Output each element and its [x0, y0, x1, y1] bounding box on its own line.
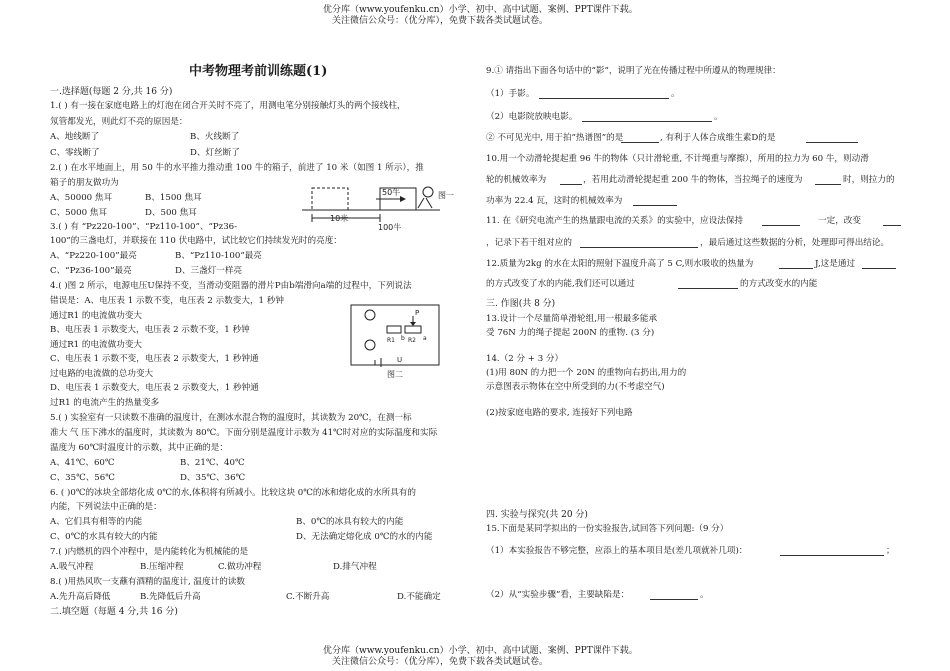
question-12-mid: J,这是通过	[815, 259, 856, 269]
question-10: 10.用一个动滑轮提起重 96 牛的物体（只计滑轮重, 不计绳重与摩擦），所用的拉力为 60 牛，则动滑	[486, 154, 869, 164]
question-8: 8.( )用热风吹一支蘸有酒精的温度计, 温度计的读数	[50, 577, 245, 587]
q9-item-1-blank[interactable]	[539, 98, 669, 99]
q3-option-b: B、“Pz110-100”最亮	[175, 251, 262, 261]
figure-2-u-label: U	[397, 356, 403, 364]
q9-item-2: （2）电影院放映电影。	[486, 112, 578, 122]
question-14-part2: (2)按家庭电路的要求, 连接好下列电路	[486, 408, 633, 418]
question-13-cont: 受 76N 力的绳子提起 200N 的重物. (3 分)	[486, 328, 655, 338]
section-fill-heading: 二.填空题（每题 4 分,共 16 分)	[50, 607, 178, 617]
q2-option-a: A、50000 焦耳	[50, 193, 113, 203]
q11-blank-1[interactable]	[762, 225, 800, 226]
q6-option-a: A、它们具有相等的内能	[50, 517, 143, 527]
q10-blank-2[interactable]	[815, 184, 841, 185]
q4-option-b: B、电压表 1 示数变大，电压表 2 示数不变，1 秒钟	[50, 325, 250, 335]
q2-option-b: B、1500 焦耳	[145, 193, 202, 203]
q4-option-d-cont: 过R1 的电流产生的热量变多	[50, 398, 160, 408]
question-1: 1.( ) 有一接在家庭电路上的灯泡在闭合开关时不亮了，用测电笔分别接触灯头的两个接线柱，	[50, 101, 406, 111]
q6-option-d: D、无法确定熔化成 0℃的水的内能	[296, 532, 433, 542]
q11-blank-2[interactable]	[883, 225, 901, 226]
q7-option-b: B.压缩冲程	[140, 562, 184, 572]
q7-option-c: C.做功冲程	[218, 562, 262, 572]
question-15-part2-end: 。	[700, 590, 709, 600]
question-10-cont1c: 时，则拉力的	[843, 175, 895, 185]
q4-option-c: C、电压表 1 示数不变，电压表 2 示数变大，1 秒钟通	[50, 354, 259, 364]
q1-option-c: C、零线断了	[50, 148, 100, 158]
figure-2-circuit	[345, 300, 445, 380]
question-2: 2.( ) 在水平地面上，用 50 牛的水平推力推动重 100 牛的箱子，前进了 10 米（如图 1 所示），推	[50, 163, 424, 173]
question-12: 12.质量为2kg 的水在太阳的照射下温度升高了 5 C,则水吸收的热量为	[486, 259, 754, 269]
q8-option-a: A.先升高后降低	[50, 592, 111, 602]
section-experiment-heading: 四. 实验与探究(共 20 分)	[486, 510, 588, 520]
question-10-cont1b: ，若用此动滑轮提起重 200 牛的物体，当拉绳子的速度为	[583, 175, 803, 185]
section-choice-heading: 一.选择题(每题 2 分,共 16 分)	[50, 87, 173, 97]
question-11: 11. 在《研究电流产生的热量跟电流的关系》的实验中，应设法保持	[486, 216, 744, 226]
question-5-cont2: 温度为 60℃时温度计的示数，其中正确的是：	[50, 443, 228, 453]
q1-option-a: A、地线断了	[50, 132, 100, 142]
q4-option-a-cont: 通过R1 的电流做功变大	[50, 311, 143, 321]
q10-blank-1[interactable]	[560, 184, 582, 185]
question-11-cont: ，记录下若干组对应的	[486, 238, 572, 248]
q4-option-d: D、电压表 1 示数变大，电压表 2 示数变大，1 秒钟通	[50, 383, 259, 393]
question-14: 14.（2 分 + 3 分）	[486, 354, 564, 364]
q5-option-d: D、35℃、36℃	[180, 473, 246, 483]
q15-part1-blank[interactable]	[780, 555, 884, 556]
q6-option-c: C、0℃的水具有较大的内能	[50, 532, 158, 542]
q9-item-2-end: 。	[714, 112, 723, 122]
q7-option-d: D.排气冲程	[333, 562, 377, 572]
site-header-line1: 优分库（www.youfenku.cn）小学、初中、高中试题、案例、PPT课件下载。	[323, 5, 638, 15]
question-13: 13.设计一个尽量简单滑轮组,用一根最多能承	[486, 314, 658, 324]
figure-1-push-box	[300, 180, 454, 232]
figure-2-r2-label: R2	[408, 337, 416, 344]
question-5: 5.( ) 实验室有一只读数不准确的温度计，在测冰水混合物的温度时，其读数为 20℃，在测一标	[50, 413, 412, 423]
question-14-part1: (1)用 80N 的力把一个 20N 的重物向右扔出,用力的	[486, 368, 687, 378]
question-9: 9.① 请指出下面各句话中的“影”，说明了光在传播过程中所遵从的物理规律：	[486, 66, 781, 76]
q5-option-c: C、35℃、56℃	[50, 473, 115, 483]
question-10-cont1: 轮的机械效率为	[486, 175, 547, 185]
q4-option-a: 错误是：A、电压表 1 示数不变，电压表 2 示数变大，1 秒钟	[50, 296, 284, 306]
figure-2-p-label: P	[415, 309, 420, 317]
q3-option-c: C、“Pz36-100”最亮	[50, 266, 132, 276]
q5-option-b: B、21℃、40℃	[180, 458, 245, 468]
q8-option-d: D.不能确定	[397, 592, 441, 602]
question-15: 15.下面是某同学拟出的一份实验报告,试回答下列问题:（9 分）	[486, 524, 729, 534]
section-drawing-heading: 三. 作图(共 8 分)	[486, 299, 556, 309]
question-4: 4.( )图 2 所示，电源电压U保持不变，当滑动变阻器的滑片P由b端滑向a端的过程中，下列说法	[50, 281, 412, 291]
question-15-part1: （1）本实验报告不够完整，应添上的基本项目是(差几项就补几项)：	[486, 546, 748, 556]
q8-option-c: C.不断升高	[286, 592, 330, 602]
question-15-part1-end: ；	[886, 546, 895, 556]
q12-blank-3[interactable]	[678, 288, 738, 289]
question-10-cont2: 功率为 22.4 瓦，这时的机械效率为	[486, 196, 623, 206]
question-12-cont: 的方式改变了水的内能,我们还可以通过	[486, 279, 635, 289]
figure-2-caption: 图二	[387, 370, 403, 379]
q15-part2-blank[interactable]	[650, 599, 698, 600]
question-6-cont: 内能，下列说法中正确的是：	[50, 502, 162, 512]
q9-part-2: ② 不可见光中, 用于拍”热谱图”的是	[486, 133, 624, 143]
site-footer-line2: 关注微信公众号：（优分库），免费下载各类试题试卷。	[332, 657, 549, 667]
question-15-part2: （2）从“实验步骤”看，主要缺陷是：	[486, 590, 630, 600]
question-7: 7.( )内燃机的四个冲程中，是内能转化为机械能的是	[50, 547, 249, 557]
q5-option-a: A、41℃、60℃	[50, 458, 115, 468]
q7-option-a: A.吸气冲程	[50, 562, 94, 572]
question-6: 6. ( )0℃的冰块全部熔化成 0℃的水,体积将有所减小。比较这块 0℃的冰和熔化成的水所具有的	[50, 488, 416, 498]
q2-option-c: C、5000 焦耳	[50, 208, 107, 218]
q6-option-b: B、0℃的冰具有较大的内能	[296, 517, 404, 527]
q4-option-c-cont: 过电路的电流做的总功变大	[50, 369, 154, 379]
q3-option-d: D、三盏灯一样亮	[175, 266, 243, 276]
question-11-end: ，最后通过这些数据的分析，处理即可得出结论。	[700, 238, 890, 248]
q9-item-1: （1）手影。	[486, 89, 535, 99]
q9-part-2-blank-2[interactable]	[806, 142, 858, 143]
question-3: 3.( ) 有 “Pz220-100”、“Pz110-100”、“Pz36-	[50, 222, 238, 232]
figure-1-distance-label: 10米	[330, 214, 349, 223]
question-12-end: 的方式改变水的内能	[740, 279, 818, 289]
q3-option-a: A、“Pz220-100”最亮	[50, 251, 137, 261]
question-3-cont: 100”的三盏电灯，并联接在 110 伏电路中，试比较它们持续发光时的亮度：	[50, 236, 342, 246]
figure-2-r1-label: R1	[387, 337, 395, 344]
q9-item-1-end: 。	[671, 89, 680, 99]
question-14-part1-cont: 示意图表示物体在空中所受到的力(不考虑空气)	[486, 382, 665, 392]
q12-blank-1[interactable]	[779, 268, 813, 269]
q8-option-b: B.先降低后升高	[140, 592, 201, 602]
question-1-cont: 氖管都发光，则此灯不亮的原因是：	[50, 117, 188, 127]
q1-option-b: B、火线断了	[190, 132, 240, 142]
site-header-line2: 关注微信公众号：（优分库），免费下载各类试题试卷。	[332, 16, 549, 26]
question-2-cont: 箱子的朋友做功为	[50, 178, 119, 188]
question-5-cont1: 准大 气 压下沸水的温度时，其读数为 80℃。下面分别是温度计示数为 41℃时对应的实际温度和实际	[50, 428, 438, 438]
figure-1-caption: 图一	[438, 191, 454, 200]
figure-1-weight-label: 100牛	[378, 223, 402, 232]
figure-2-b-label: b	[401, 335, 405, 342]
q4-option-b-cont: 通过R1 的电流做功变大	[50, 340, 143, 350]
q9-part-2-mid: , 有利于人体合成维生素D的是	[660, 133, 776, 143]
site-footer-line1: 优分库（www.youfenku.cn）小学、初中、高中试题、案例、PPT课件下载。	[323, 646, 638, 656]
q11-blank-3[interactable]	[580, 247, 698, 248]
question-11-mid: 一定，改变	[818, 216, 861, 226]
q9-item-2-blank[interactable]	[582, 121, 712, 122]
q12-blank-2[interactable]	[862, 268, 896, 269]
q10-blank-3[interactable]	[633, 205, 677, 206]
q2-option-d: D、500 焦耳	[145, 208, 197, 218]
figure-2-a-label: a	[423, 335, 427, 342]
q1-option-d: D、灯丝断了	[190, 148, 240, 158]
figure-1-force-label: 50牛	[382, 188, 401, 197]
q9-part-2-blank-1[interactable]	[621, 142, 659, 143]
page-title: 中考物理考前训练题(1)	[189, 64, 328, 79]
